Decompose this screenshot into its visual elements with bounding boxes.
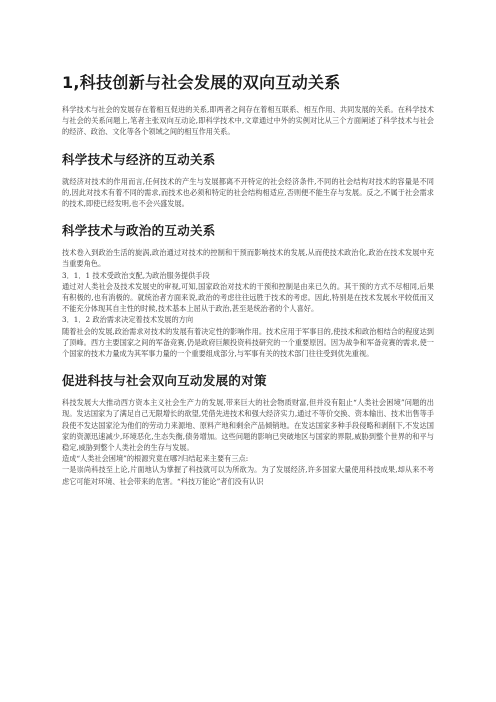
subheading-3-1-1: 3．1．1 技术受政治支配,为政治服务提供手段: [62, 270, 210, 280]
economy-paragraph: 就经济对技术的作用而言,任何技术的产生与发展都离不开特定的社会经济条件,不同的社会结构对技术的容量是不同的,因此对技术有着不同的需求,而技术也必须和特定的社会结构相适应,否则便不能生存与发展。反之,不属于社会需求的技术,即使已经发明,也不会兴盛发展。: [62, 176, 434, 209]
document-title: 1,科技创新与社会发展的双向互动关系: [62, 73, 341, 92]
countermeasures-paragraph-2: 造成“人类社会困境”的根源究竟在哪?归结起来主要有三点:: [62, 454, 249, 464]
document-body: [62, 72, 434, 487]
politics-paragraph-3-1-2: 随着社会的发展,政治需求对技术的发展有着决定性的影响作用。技术应用于军事目的,使技术和政治相结合的程度达到了顶峰。西方主要国家之间的军备竞赛,仍是政府巨额投资科技研究的一个重要原因。因为战争和军备竞赛的需求,使一个国家的技术力量成为其军事力量的一个重要组成部分,与军事有关的技术部门往往受到优先重视。: [62, 326, 434, 359]
section-heading-countermeasures: 促进科技与社会双向互动发展的对策: [62, 373, 267, 389]
politics-paragraph-intro: 技术卷入到政治生活的旋涡,政治通过对技术的控制和干预而影响技术的发展,从而使技术政治化,政治在技术发展中充当重要角色。: [62, 248, 434, 269]
politics-paragraph-3-1-1: 通过对人类社会及技术发展史的审视,可知,国家政治对技术的干预和控制是由来已久的。其干预的方式不尽相同,后果有积极的,也有消极的。就统治者方面来说,政治的考虑往往远胜于技术的考虑。因此,特别是在技术发展水平较低而又不能充分体现其自主性的时候,技术基本上屈从于政治,甚至是统治者的个人喜好。: [62, 281, 434, 314]
intro-paragraph: 科学技术与社会的发展存在着相互促进的关系,即两者之间存在着相互联系、相互作用、共同发展的关系。在科学技术与社会的关系问题上,笔者主张双向互动论,即科学技术中,文章通过中外的实例对比从三个方面阐述了科学技术与社会的经济、政治、文化等各个领域之间的相互作用关系。: [62, 105, 434, 137]
section-heading-politics: 科学技术与政治的互动关系: [62, 223, 216, 239]
subheading-3-1-2: 3．1．2 政治需求决定着技术发展的方向: [62, 315, 194, 325]
section-heading-economy: 科学技术与经济的互动关系: [62, 151, 216, 167]
countermeasures-paragraph-1: 科技发展大大推动西方资本主义社会生产力的发展,带来巨大的社会物质财富,但并没有阻止“人类社会困境”问题的出现。发达国家为了满足自己无限增长的欲望,凭借先进技术和强大经济实力,通过不等价交换、资本输出、技术出售等手段使不发达国家沦为他们的劳动力来源地、原料产地和剩余产品倾销地。在发达国家多种手段侵略和剥削下,不发达国家的资源迅速减少,环境恶化,生态失衡,债务增加。这些问题的影响已突破地区与国家的界限,威胁到整个世界的和平与稳定,威胁到整个人类社会的生存与发展。: [62, 398, 434, 453]
countermeasures-paragraph-3: 一是崇尚科技至上论,片面地认为掌握了科技就可以为所欲为。为了发展经济,许多国家大量使用科技成果,却从来不考虑它可能对环境、社会带来的危害。“科技万能论”者们没有认识: [62, 465, 434, 486]
